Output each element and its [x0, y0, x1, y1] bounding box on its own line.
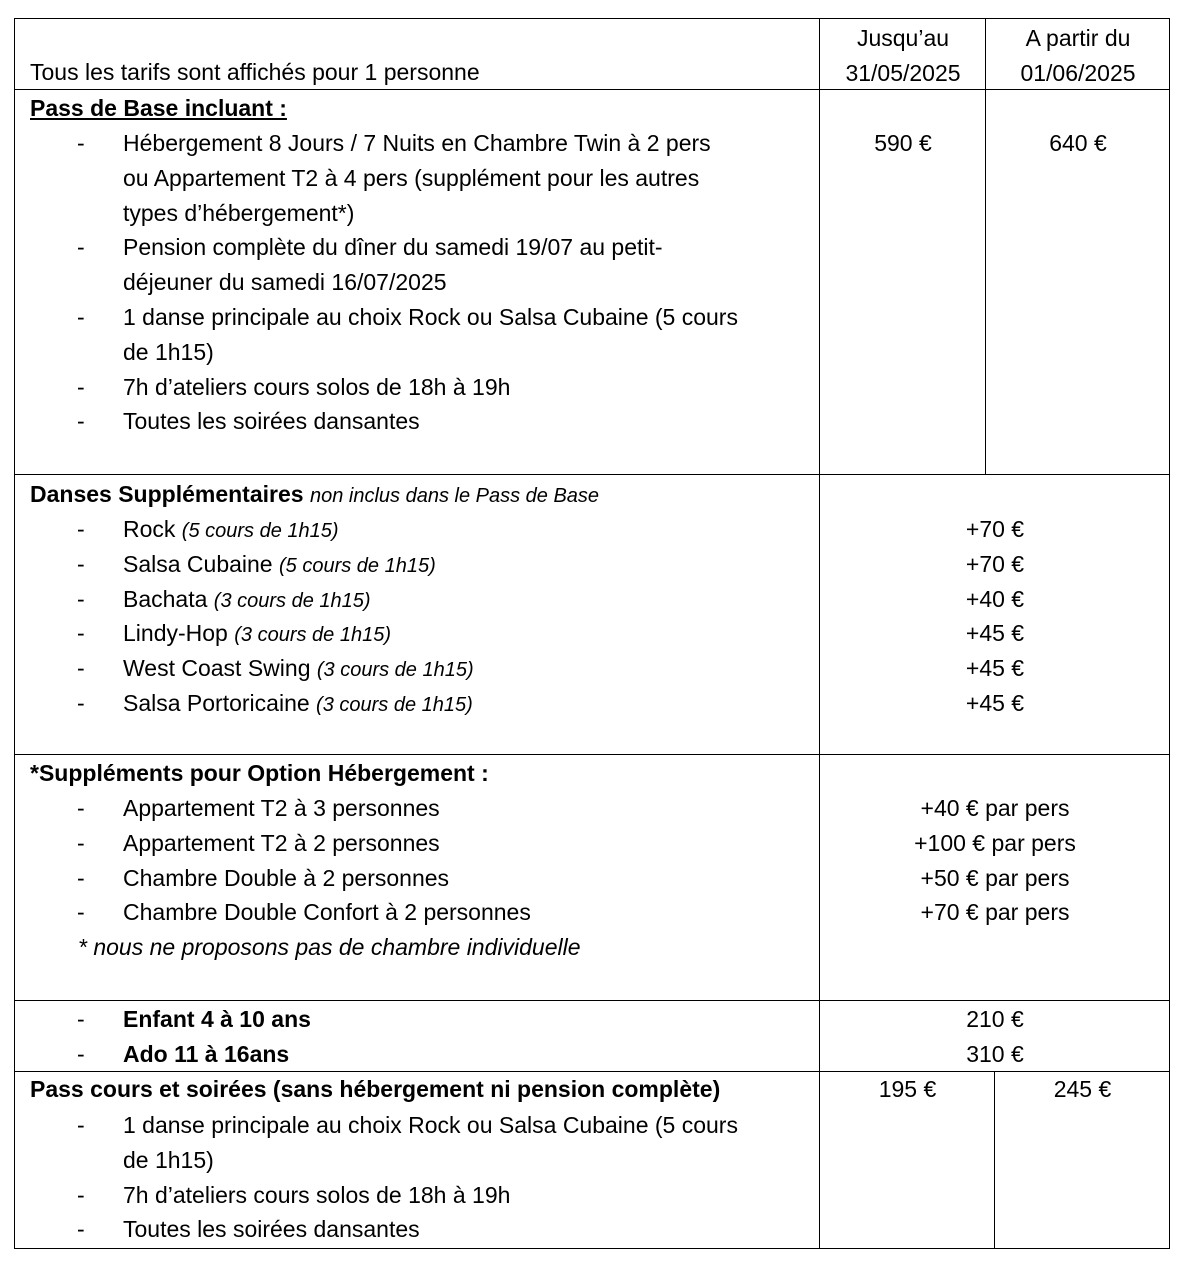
base-bullet: - [77, 130, 85, 156]
table-border-bottom [14, 1248, 1170, 1249]
dance-item [123, 686, 473, 723]
pass-item-line: de 1h15) [123, 1146, 214, 1173]
dance-detail: (3 cours de 1h15) [316, 694, 473, 716]
dance-bullet: - [77, 620, 85, 647]
pass-bullet: - [77, 1112, 85, 1138]
pass-price-early: 195 € [878, 1076, 937, 1102]
kids-price: 310 € [966, 1040, 1024, 1067]
table-border-top [14, 18, 1170, 19]
lodging-bullet: - [77, 829, 85, 856]
base-item-line: types d’hébergement*) [123, 199, 355, 226]
base-bullet: - [77, 304, 85, 330]
base-item-line: ou Appartement T2 à 4 pers (supplément pour les autres [123, 164, 700, 191]
lodging-price: +50 € par pers [920, 864, 1070, 891]
header-early-date: 31/05/2025 [845, 60, 961, 86]
dance-price: +45 € [965, 690, 1025, 716]
row-divider [14, 754, 1170, 755]
dance-detail: (3 cours de 1h15) [316, 659, 474, 682]
base-bullet: - [77, 373, 85, 400]
lodging-bullet: - [77, 864, 85, 891]
dance-item [123, 547, 436, 584]
row-divider [14, 474, 1170, 475]
header-late-date: 01/06/2025 [1020, 60, 1136, 86]
lodging-price: +40 € par pers [920, 795, 1070, 821]
lodging-title: *Suppléments pour Option Hébergement : [30, 760, 489, 786]
base-item-line: déjeuner du samedi 16/07/2025 [123, 269, 447, 296]
dances-subtitle: non inclus dans le Pass de Base [309, 485, 600, 507]
base-item-line: de 1h15) [123, 338, 214, 365]
base-bullet: - [77, 234, 85, 261]
lodging-note: * nous ne proposons pas de chambre individuelle [78, 934, 581, 960]
base-item-line: 7h d’ateliers cours solos de 18h à 19h [123, 373, 511, 400]
dance-name: Lindy-Hop [123, 620, 228, 647]
base-item-line: Toutes les soirées dansantes [123, 408, 420, 435]
pass-item-line: 7h d’ateliers cours solos de 18h à 19h [123, 1181, 511, 1208]
dance-price: +40 € [965, 585, 1025, 612]
dances-title: Danses Supplémentaires [30, 481, 304, 507]
dance-item [123, 616, 391, 653]
lodging-item: Appartement T2 à 3 personnes [123, 795, 440, 821]
dance-bullet: - [77, 585, 85, 612]
dance-price: +70 € [965, 516, 1025, 542]
pass-bullet: - [77, 1216, 85, 1243]
dance-item [123, 582, 371, 619]
dance-price: +45 € [965, 655, 1025, 682]
dance-name: Salsa Portoricaine [123, 690, 310, 716]
kids-item: Ado 11 à 16ans [123, 1040, 290, 1067]
dance-name: Bachata [123, 585, 208, 612]
dance-bullet: - [77, 655, 85, 682]
dance-detail: (5 cours de 1h15) [181, 520, 339, 542]
base-price-late: 640 € [1049, 130, 1107, 156]
header-late-label: A partir du [1025, 25, 1131, 51]
pass-price-late: 245 € [1053, 1076, 1112, 1102]
lodging-item: Chambre Double Confort à 2 personnes [123, 899, 531, 926]
lodging-price: +100 € par pers [914, 829, 1076, 856]
pass-item-line: 1 danse principale au choix Rock ou Salsa Cubaine (5 cours [123, 1112, 738, 1138]
base-item-line: Hébergement 8 Jours / 7 Nuits en Chambre Twin à 2 pers [123, 130, 711, 156]
dance-bullet: - [77, 690, 85, 716]
table-border-left [14, 18, 15, 1249]
lodging-item: Appartement T2 à 2 personnes [123, 829, 440, 856]
dance-item [123, 651, 474, 688]
pass-bullet: - [77, 1181, 85, 1208]
base-item-line: Pension complète du dîner du samedi 19/07 au petit- [123, 234, 663, 261]
lodging-item: Chambre Double à 2 personnes [123, 864, 450, 891]
dance-name: Rock [123, 516, 176, 542]
kids-price: 210 € [966, 1006, 1024, 1032]
dance-price: +70 € [965, 550, 1025, 577]
dance-detail: (3 cours de 1h15) [213, 589, 371, 612]
pass-item-line: Toutes les soirées dansantes [123, 1216, 420, 1243]
dance-name: Salsa Cubaine [123, 550, 273, 577]
base-price-early: 590 € [874, 130, 932, 156]
header-early-label: Jusqu’au [856, 25, 950, 51]
base-bullet: - [77, 408, 85, 435]
dance-name: West Coast Swing [123, 655, 311, 682]
kids-item: Enfant 4 à 10 ans [123, 1006, 311, 1032]
lodging-price: +70 € par pers [920, 899, 1070, 926]
kids-bullet: - [77, 1040, 85, 1067]
kids-bullet: - [77, 1006, 85, 1032]
lodging-bullet: - [77, 795, 85, 821]
dance-bullet: - [77, 550, 85, 577]
dances-heading [30, 477, 599, 514]
base-item-line: 1 danse principale au choix Rock ou Salsa Cubaine (5 cours [123, 304, 738, 330]
dance-item [123, 512, 339, 549]
lodging-bullet: - [77, 899, 85, 926]
header-intro: Tous les tarifs sont affichés pour 1 personne [30, 59, 480, 85]
pass-courses-title: Pass cours et soirées (sans hébergement ni pension complète) [30, 1076, 721, 1102]
dance-detail: (5 cours de 1h15) [279, 554, 436, 577]
dance-price: +45 € [965, 620, 1025, 647]
dance-bullet: - [77, 516, 85, 542]
dance-detail: (3 cours de 1h15) [234, 624, 391, 647]
base-pass-title: Pass de Base incluant : [30, 95, 287, 121]
row-divider [14, 1000, 1170, 1001]
